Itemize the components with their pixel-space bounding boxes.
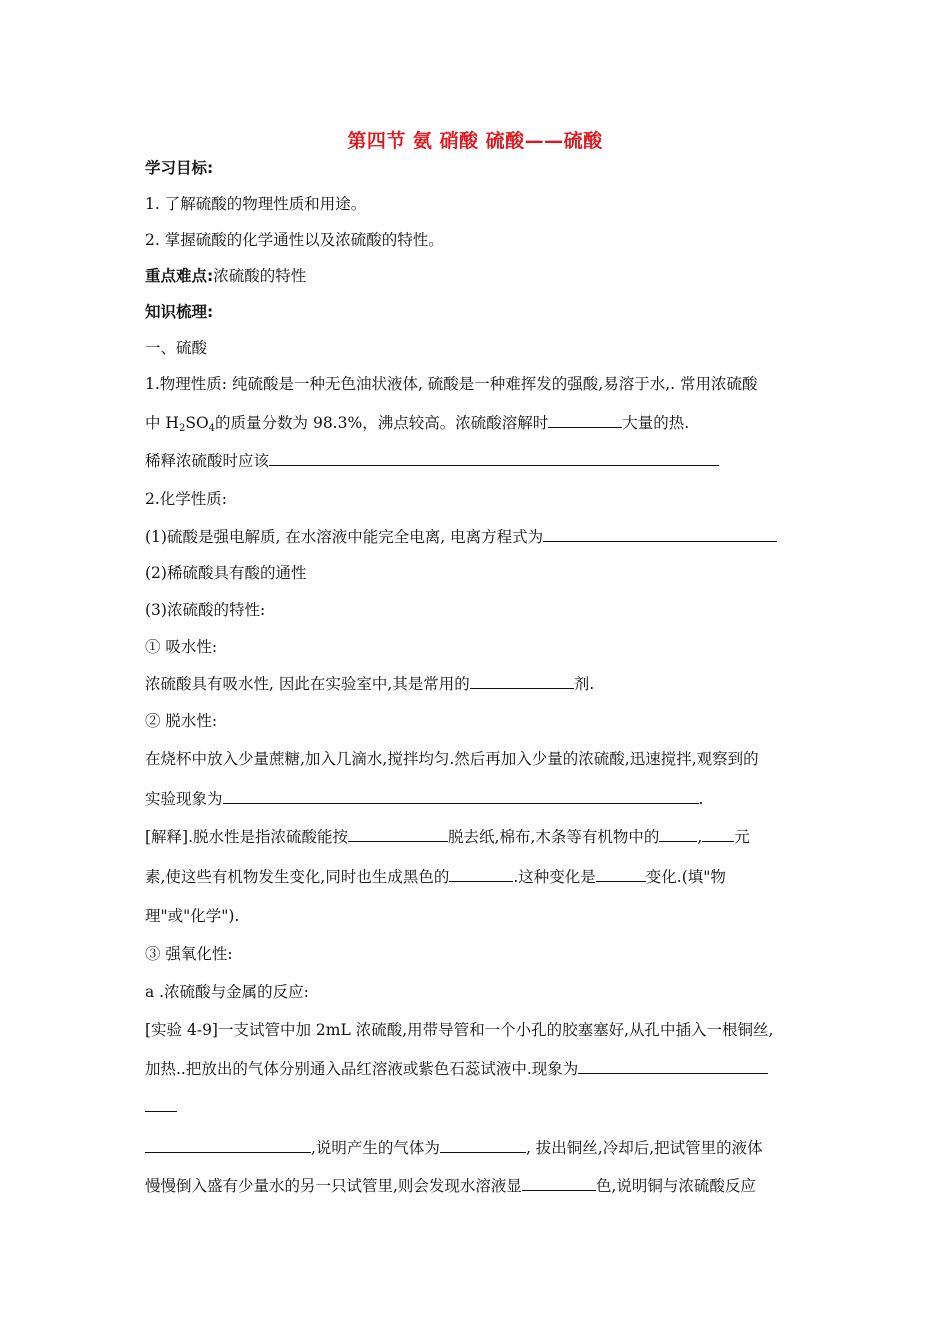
explain2-text-c: 变化.(填"物 bbox=[645, 868, 726, 886]
blank-element-2[interactable] bbox=[702, 827, 734, 842]
goals-heading: 学习目标: bbox=[145, 159, 214, 177]
absorption-text-a: 浓硫酸具有吸水性, 因此在实验室中,其是常用的 bbox=[145, 675, 470, 693]
key-points bbox=[145, 266, 825, 286]
blank-change-type[interactable] bbox=[596, 867, 646, 882]
blank-phenomenon[interactable] bbox=[223, 789, 699, 804]
blank-color[interactable] bbox=[522, 1176, 596, 1191]
dilution-text: 稀释浓硫酸时应该 bbox=[145, 452, 270, 470]
phys-text-c: 的质量分数为 98.3%，沸点较高。浓硫酸溶解时 bbox=[215, 414, 549, 432]
oxidation-heading: ③ 强氧化性: bbox=[145, 945, 233, 963]
blank-desiccant[interactable] bbox=[470, 674, 574, 689]
goal-1: 1. 了解硫酸的物理性质和用途。 bbox=[145, 195, 367, 213]
blank-ionization[interactable] bbox=[543, 527, 777, 542]
knowledge-heading: 知识梳理: bbox=[145, 303, 214, 321]
metal-reaction-heading: a .浓硫酸与金属的反应: bbox=[145, 983, 309, 1001]
experiment2-text: 加热..把放出的气体分别通入品红溶液或紫色石蕊试液中.现象为 bbox=[145, 1060, 579, 1078]
experiment-line3 bbox=[145, 1097, 825, 1117]
experiment5-text-a: 慢慢倒入盛有少量水的另一只试管里,则会发现水溶液显 bbox=[145, 1177, 522, 1195]
explain2-text-b: .这种变化是 bbox=[513, 868, 596, 886]
explanation-line1 bbox=[145, 827, 825, 847]
subscript-4: 4 bbox=[208, 423, 216, 434]
phys-text-a: 中 H bbox=[145, 414, 179, 432]
blank-gas[interactable] bbox=[440, 1138, 526, 1153]
explanation-line3: 理"或"化学"). bbox=[145, 907, 240, 925]
key-points-text: 浓硫酸的特性 bbox=[213, 267, 307, 285]
experiment4-text-a: ,说明产生的气体为 bbox=[311, 1139, 440, 1157]
blank-experiment-phenomenon-cont[interactable] bbox=[145, 1097, 177, 1112]
explain-text-b: 脱去纸,棉布,木条等有机物中的 bbox=[448, 828, 660, 846]
explain-text-c: , bbox=[697, 828, 703, 846]
chemical-properties-heading: 2.化学性质: bbox=[145, 490, 228, 508]
blank-experiment-phenomenon-cont2[interactable] bbox=[145, 1138, 311, 1153]
ionization-line bbox=[145, 527, 825, 547]
water-absorption-line bbox=[145, 674, 825, 694]
experiment-line5 bbox=[145, 1176, 825, 1196]
phys-text-b: SO bbox=[185, 414, 209, 432]
experiment-line2 bbox=[145, 1059, 825, 1079]
water-absorption-heading: ① 吸水性: bbox=[145, 638, 218, 656]
physical-properties-line1: 1.物理性质: 纯硫酸是一种无色油状液体, 硫酸是一种难挥发的强酸,易溶于水,. 常用浓硫酸 bbox=[145, 375, 758, 393]
dehydration-text-a: 实验现象为 bbox=[145, 790, 223, 808]
goal-2: 2. 掌握硫酸的化学通性以及浓硫酸的特性。 bbox=[145, 231, 444, 249]
explain-text-d: 元 bbox=[734, 828, 750, 846]
experiment-line1: [实验 4-9]一支试管中加 2mL 浓硫酸,用带导管和一个小孔的胶塞塞好,从孔中插入一根铜丝, bbox=[145, 1021, 774, 1039]
explain2-text-a: 素,使这些有机物发生变化,同时也生成黑色的 bbox=[145, 868, 450, 886]
blank-experiment-phenomenon[interactable] bbox=[578, 1059, 768, 1074]
phys-text-d: 大量的热. bbox=[622, 414, 690, 432]
ionization-text: (1)硫酸是强电解质, 在水溶液中能完全电离, 电离方程式为 bbox=[145, 528, 544, 546]
blank-heat[interactable] bbox=[548, 413, 622, 428]
page-title: 第四节 氨 硝酸 硫酸——硫酸 bbox=[347, 130, 603, 152]
absorption-text-b: 剂. bbox=[573, 675, 595, 693]
dehydration-line1: 在烧杯中放入少量蔗糖,加入几滴水,搅拌均匀.然后再加入少量的浓硫酸,迅速搅拌,观察到的 bbox=[145, 750, 759, 768]
dilution-line bbox=[145, 451, 825, 471]
experiment5-text-b: 色,说明铜与浓硫酸反应 bbox=[595, 1177, 756, 1195]
dilute-acid-line: (2)稀硫酸具有酸的通性 bbox=[145, 564, 307, 582]
dehydration-line2 bbox=[145, 789, 825, 809]
concentrated-acid-heading: (3)浓硫酸的特性: bbox=[145, 601, 266, 619]
blank-dilution[interactable] bbox=[269, 451, 719, 466]
blank-black-substance[interactable] bbox=[449, 867, 513, 882]
section-sulfuric-acid: 一、硫酸 bbox=[145, 339, 208, 357]
blank-ratio[interactable] bbox=[348, 827, 448, 842]
experiment-line4 bbox=[145, 1138, 825, 1158]
explain-text-a: [解释].脱水性是指浓硫酸能按 bbox=[145, 828, 349, 846]
experiment4-text-b: , 拔出铜丝,冷却后,把试管里的液体 bbox=[525, 1139, 763, 1157]
key-points-label: 重点难点: bbox=[145, 267, 214, 285]
dehydration-text-b: . bbox=[698, 790, 704, 808]
physical-properties-line2 bbox=[145, 413, 825, 433]
explanation-line2 bbox=[145, 867, 825, 887]
blank-element-1[interactable] bbox=[659, 827, 697, 842]
dehydration-heading: ② 脱水性: bbox=[145, 712, 218, 730]
subscript-2: 2 bbox=[178, 423, 186, 434]
